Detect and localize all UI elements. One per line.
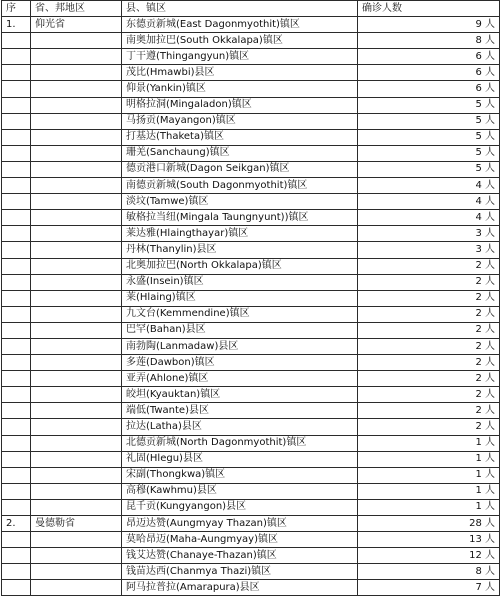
table-row xyxy=(2,113,500,129)
row-township: 高穆(Kawhmu)县区 xyxy=(122,483,358,499)
table-row xyxy=(2,49,500,65)
row-township: 马扬贡(Mayangon)镇区 xyxy=(122,113,358,129)
row-township: 珊羌(Sanchaung)镇区 xyxy=(122,145,358,161)
table-row xyxy=(2,451,500,467)
row-index xyxy=(2,306,31,322)
row-index xyxy=(2,242,31,258)
row-index xyxy=(2,161,31,177)
row-township: 明格拉洞(Mingaladon)镇区 xyxy=(122,97,358,113)
row-count: 3 人 xyxy=(358,226,500,242)
row-state xyxy=(31,467,122,483)
table-row xyxy=(2,548,500,564)
row-state xyxy=(31,258,122,274)
row-index xyxy=(2,210,31,226)
row-township: 昆千贡(Kungyangon)县区 xyxy=(122,499,358,515)
row-township: 北德贡新城(North Dagonmyothit)镇区 xyxy=(122,435,358,451)
row-count: 8 人 xyxy=(358,564,500,580)
row-township: 南勃陶(Lanmadaw)县区 xyxy=(122,338,358,354)
row-count: 2 人 xyxy=(358,322,500,338)
table-row xyxy=(2,419,500,435)
row-count: 7 人 xyxy=(358,580,500,596)
row-count: 8 人 xyxy=(358,33,500,49)
row-index xyxy=(2,338,31,354)
row-township: 莱(Hlaing)镇区 xyxy=(122,290,358,306)
row-state xyxy=(31,274,122,290)
row-township: 宋副(Thongkwa)镇区 xyxy=(122,467,358,483)
table-row xyxy=(2,97,500,113)
row-index xyxy=(2,81,31,97)
row-index xyxy=(2,435,31,451)
row-township: 南奥加拉巴(South Okkalapa)镇区 xyxy=(122,33,358,49)
table-row xyxy=(2,322,500,338)
table-row xyxy=(2,483,500,499)
row-index xyxy=(2,499,31,515)
row-count: 1 人 xyxy=(358,451,500,467)
row-state xyxy=(31,564,122,580)
row-count: 2 人 xyxy=(358,258,500,274)
row-township: 仰景(Yankin)镇区 xyxy=(122,81,358,97)
row-township: 敏格拉当纽(Mingala Taungnyunt))镇区 xyxy=(122,210,358,226)
table-row xyxy=(2,194,500,210)
row-count: 28 人 xyxy=(358,516,500,532)
row-state xyxy=(31,322,122,338)
row-state xyxy=(31,161,122,177)
row-state xyxy=(31,97,122,113)
row-township: 丁干遵(Thingangyun)镇区 xyxy=(122,49,358,65)
row-index xyxy=(2,97,31,113)
row-township: 端低(Twante)县区 xyxy=(122,403,358,419)
row-township: 昂迈达赞(Aungmyay Thazan)镇区 xyxy=(122,516,358,532)
row-count: 1 人 xyxy=(358,435,500,451)
row-count: 6 人 xyxy=(358,49,500,65)
row-count: 5 人 xyxy=(358,129,500,145)
table-row xyxy=(2,65,500,81)
row-count: 1 人 xyxy=(358,467,500,483)
table-row xyxy=(2,338,500,354)
row-index xyxy=(2,532,31,548)
row-count: 2 人 xyxy=(358,274,500,290)
row-state xyxy=(31,290,122,306)
table-row xyxy=(2,161,500,177)
row-count: 4 人 xyxy=(358,210,500,226)
row-township: 南德贡新城(South Dagonmyothit)镇区 xyxy=(122,178,358,194)
row-state xyxy=(31,371,122,387)
row-township: 北奥加拉巴(North Okkalapa)镇区 xyxy=(122,258,358,274)
table-row xyxy=(2,226,500,242)
row-township: 莱达雅(Hlaingthayar)镇区 xyxy=(122,226,358,242)
table-row xyxy=(2,290,500,306)
row-state xyxy=(31,355,122,371)
row-index xyxy=(2,178,31,194)
row-state xyxy=(31,451,122,467)
row-index xyxy=(2,483,31,499)
row-township: 德贡港口新城(Dagon Seikgan)镇区 xyxy=(122,161,358,177)
row-count: 5 人 xyxy=(358,113,500,129)
table-row xyxy=(2,17,500,33)
row-index xyxy=(2,548,31,564)
row-count: 6 人 xyxy=(358,81,500,97)
header-row xyxy=(2,1,500,17)
row-count: 4 人 xyxy=(358,194,500,210)
row-state xyxy=(31,532,122,548)
row-state: 仰光省 xyxy=(31,17,122,33)
table-row xyxy=(2,242,500,258)
row-township: 钱艾达赞(Chanaye-Thazan)镇区 xyxy=(122,548,358,564)
row-count: 2 人 xyxy=(358,338,500,354)
table-row xyxy=(2,580,500,596)
row-index xyxy=(2,322,31,338)
row-state xyxy=(31,387,122,403)
row-state xyxy=(31,499,122,515)
row-state xyxy=(31,129,122,145)
row-count: 12 人 xyxy=(358,548,500,564)
row-count: 3 人 xyxy=(358,242,500,258)
table-row xyxy=(2,532,500,548)
table-row xyxy=(2,387,500,403)
row-state xyxy=(31,81,122,97)
row-index xyxy=(2,145,31,161)
row-township: 礼固(Hlegu)县区 xyxy=(122,451,358,467)
row-index xyxy=(2,226,31,242)
row-township: 东德贡新城(East Dagonmyothit)镇区 xyxy=(122,17,358,33)
table-row xyxy=(2,129,500,145)
table-row xyxy=(2,145,500,161)
row-township: 莫哈昂迈(Maha-Aungmyay)镇区 xyxy=(122,532,358,548)
confirmed-cases-table xyxy=(1,0,500,596)
header-township: 县、镇区 xyxy=(122,1,358,17)
row-count: 6 人 xyxy=(358,65,500,81)
row-index xyxy=(2,33,31,49)
row-index xyxy=(2,467,31,483)
row-township: 巴罕(Bahan)县区 xyxy=(122,322,358,338)
row-township: 茂比(Hmawbi)县区 xyxy=(122,65,358,81)
row-township: 打基达(Thaketa)镇区 xyxy=(122,129,358,145)
row-state xyxy=(31,226,122,242)
row-count: 2 人 xyxy=(358,306,500,322)
row-state xyxy=(31,210,122,226)
row-state xyxy=(31,178,122,194)
row-count: 5 人 xyxy=(358,145,500,161)
row-index xyxy=(2,65,31,81)
row-state xyxy=(31,580,122,596)
row-state xyxy=(31,242,122,258)
table-row xyxy=(2,81,500,97)
row-state xyxy=(31,483,122,499)
row-index xyxy=(2,580,31,596)
table-row xyxy=(2,355,500,371)
row-township: 丹林(Thanylin)县区 xyxy=(122,242,358,258)
row-township: 亚弄(Ahlone)镇区 xyxy=(122,371,358,387)
row-index xyxy=(2,258,31,274)
row-index xyxy=(2,403,31,419)
row-state xyxy=(31,435,122,451)
table-row xyxy=(2,564,500,580)
row-count: 2 人 xyxy=(358,355,500,371)
row-township: 钱苗达西(Chanmya Thazi)镇区 xyxy=(122,564,358,580)
row-index xyxy=(2,371,31,387)
row-index xyxy=(2,451,31,467)
row-index xyxy=(2,419,31,435)
row-township: 多莲(Dawbon)镇区 xyxy=(122,355,358,371)
row-count: 4 人 xyxy=(358,178,500,194)
row-state: 曼德勒省 xyxy=(31,516,122,532)
row-index: 1. xyxy=(2,17,31,33)
table-body xyxy=(2,1,500,596)
row-index xyxy=(2,129,31,145)
row-state xyxy=(31,306,122,322)
row-count: 5 人 xyxy=(358,97,500,113)
row-index xyxy=(2,274,31,290)
row-state xyxy=(31,145,122,161)
row-count: 2 人 xyxy=(358,403,500,419)
row-count: 2 人 xyxy=(358,290,500,306)
row-index xyxy=(2,49,31,65)
row-count: 13 人 xyxy=(358,532,500,548)
table-row xyxy=(2,306,500,322)
row-state xyxy=(31,403,122,419)
table-row xyxy=(2,435,500,451)
row-township: 皎坦(Kyauktan)镇区 xyxy=(122,387,358,403)
row-count: 1 人 xyxy=(358,483,500,499)
row-state xyxy=(31,194,122,210)
row-state xyxy=(31,338,122,354)
row-count: 2 人 xyxy=(358,419,500,435)
row-state xyxy=(31,49,122,65)
row-state xyxy=(31,65,122,81)
row-index xyxy=(2,564,31,580)
table-row xyxy=(2,371,500,387)
table-row xyxy=(2,210,500,226)
row-state xyxy=(31,113,122,129)
row-index xyxy=(2,355,31,371)
row-township: 永盛(Insein)镇区 xyxy=(122,274,358,290)
row-index xyxy=(2,113,31,129)
table-row xyxy=(2,467,500,483)
row-index xyxy=(2,387,31,403)
row-township: 淡坟(Tamwe)镇区 xyxy=(122,194,358,210)
row-index: 2. xyxy=(2,516,31,532)
table-row xyxy=(2,274,500,290)
header-state: 省、邦地区 xyxy=(31,1,122,17)
table-row xyxy=(2,499,500,515)
row-township: 拉达(Latha)县区 xyxy=(122,419,358,435)
row-count: 5 人 xyxy=(358,161,500,177)
row-index xyxy=(2,290,31,306)
row-state xyxy=(31,33,122,49)
row-state xyxy=(31,419,122,435)
table-row xyxy=(2,258,500,274)
table-row xyxy=(2,516,500,532)
row-index xyxy=(2,194,31,210)
row-count: 2 人 xyxy=(358,387,500,403)
header-count: 确诊人数 xyxy=(358,1,500,17)
row-count: 1 人 xyxy=(358,499,500,515)
table-row xyxy=(2,178,500,194)
header-index: 序 xyxy=(2,1,31,17)
row-township: 阿马拉普拉(Amarapura)县区 xyxy=(122,580,358,596)
row-count: 2 人 xyxy=(358,371,500,387)
table-row xyxy=(2,33,500,49)
row-state xyxy=(31,548,122,564)
row-count: 9 人 xyxy=(358,17,500,33)
table-row xyxy=(2,403,500,419)
row-township: 九文台(Kemmendine)镇区 xyxy=(122,306,358,322)
